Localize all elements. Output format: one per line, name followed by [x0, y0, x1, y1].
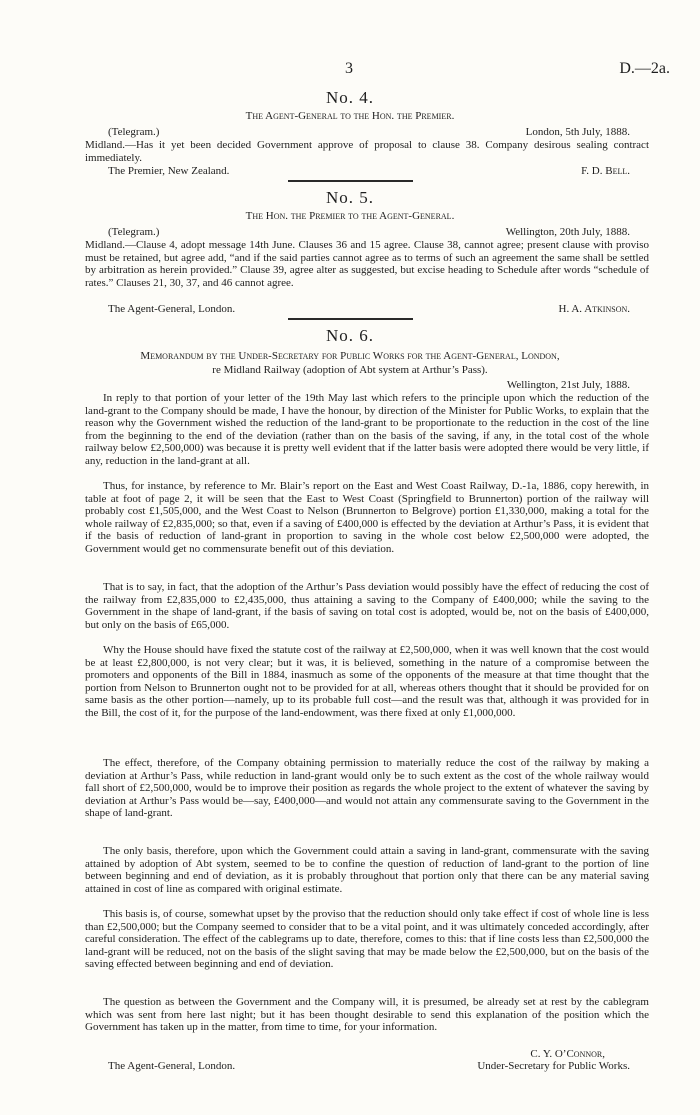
addressee-no6: The Agent-General, London.: [108, 1060, 236, 1072]
addressee-no5: The Agent-General, London.: [108, 303, 236, 315]
telegram-label-no4: (Telegram.): [108, 126, 160, 138]
telegram-label-no5: (Telegram.): [108, 226, 160, 238]
memo-paragraph: Why the House should have fixed the statute cost of the railway at £2,500,000, when it was well known that the cost would be at least £2,800,000, is not very clear; but it was, it is believed, something in the nature of a compromise between the promoters and opponents of the Bill in 1884, inasmuch as some of the opponents of the measure at that time thought that the portion from Nelson to Brunnerton ought not to be provided for at all, whereas others thought that it should be provided for on same basis as the other portion—namely, up to its probable full cost—and the result was that, although it was provided for in the Bill, the cost of it, for the purpose of the land-endowment, was there fixed at only £1,000,000.: [85, 644, 649, 719]
memo-paragraph: That is to say, in fact, that the adoption of the Arthur’s Pass deviation would possibly have the effect of reducing the cost of the railway from £2,835,000 to £2,435,000, thus attaining a saving to the Company of £400,000; while the saving to the Government in the shape of land-grant, if the basis of saving on total cost is adopted, would be, not on the basis of £400,000, but only on the basis of £65,000.: [85, 581, 649, 631]
memo-paragraph: The only basis, therefore, upon which the Government could attain a saving in land-grant, commensurate with the saving attained by adoption of Abt system, seemed to be to confine the question of reduction of land-grant to the portion of line between beginning and end of deviation, as it is probably throughout that portion only that there can be any material saving attained in cost of line as compared with original estimate.: [85, 845, 649, 895]
memo-paragraph: The effect, therefore, of the Company obtaining permission to materially reduce the cost of the railway by making a deviation at Arthur’s Pass, while reduction in land-grant would only be to such extent as the cost of the whole railway would fall short of £2,500,000, would be to improve their position as regards the whole project to the extent of whatever the saving by deviation at Arthur’s Pass would be—say, £400,000—and would not attain any commensurate saving to the Government in the shape of land-grant.: [85, 757, 649, 819]
signature-no4: F. D. Bell.: [581, 165, 630, 177]
memo-paragraph: The question as between the Government and the Company will, it is presumed, be already set at rest by the cablegram which was sent from here last night; but it has been thought desirable to send this explanation of the position which the Government has taken up in the matter, from time to time, for your information.: [85, 996, 649, 1033]
signature-title-no6: Under-Secretary for Public Works.: [477, 1060, 630, 1072]
section-title-no5: No. 5.: [325, 188, 375, 207]
section-title-no6: No. 6.: [325, 326, 375, 345]
section-title-no4: No. 4.: [325, 88, 375, 107]
signature-name-no6: C. Y. O’Connor,: [530, 1048, 605, 1060]
section-divider: [288, 318, 413, 320]
date-no5: Wellington, 20th July, 1888.: [505, 226, 630, 238]
body-no5: Midland.—Clause 4, adopt message 14th June. Clauses 36 and 15 agree. Clause 38, cannot agree; present clause with proviso must be retained, but agree add, “and if the said parties cannot agree as to terms of such an agreement the same shall be settled by arbitration as herein provided.” Clause 39, agree alter as suggested, but excise heading to Schedule after words “schedule of rates.” Clauses 21, 30, 37, and 46 cannot agree.: [85, 239, 649, 289]
section-subtitle-no5: The Hon. the Premier to the Agent-General.: [245, 210, 455, 222]
memo-paragraph: In reply to that portion of your letter of the 19th May last which refers to the principle upon which the reduction of the land-grant to the Company should be made, I have the honour, by direction of the Minister for Public Works, to explain that the reason why the Government wished the reduction of the land-grant to be proportionate to the reduction in the cost of the line from the beginning to the end of the deviation (rather than on the basis of the saving, if any, in the total cost of the whole railway below £2,500,000) was because it is pretty well evident that if the latter basis were adopted there would be very little, if any, reduction in the land-grant at all.: [85, 392, 649, 467]
date-no6: Wellington, 21st July, 1888.: [506, 379, 630, 391]
section-subtitle-no4: The Agent-General to the Hon. the Premier.: [245, 110, 455, 122]
page-number: 3: [345, 60, 353, 77]
body-no4: Midland.—Has it yet been decided Government approve of proposal to clause 38. Company desirous sealing contract immediately.: [85, 139, 649, 164]
date-no4: London, 5th July, 1888.: [525, 126, 630, 138]
section-divider: [288, 180, 413, 182]
section-subtitle-no6-line1: Memorandum by the Under-Secretary for Public Works for the Agent-General, London,: [140, 350, 560, 362]
memo-paragraph: This basis is, of course, somewhat upset by the proviso that the reduction should only take effect if cost of whole line is less than £2,500,000; but the Company seemed to consider that to be a vital point, and it was ultimately conceded accordingly, after careful consideration. The effect of the cablegrams up to date, therefore, comes to this: that if line costs less than £2,500,000 the land-grant will be reduced, not on the basis of the slight saving that may be made below the £2,500,000, but on the basis of the saving effected between beginning and end of deviation.: [85, 908, 649, 970]
signature-no5: H. A. Atkinson.: [558, 303, 630, 315]
addressee-no4: The Premier, New Zealand.: [108, 165, 230, 177]
document-reference: D.—2a.: [619, 60, 670, 77]
memo-paragraph: Thus, for instance, by reference to Mr. Blair’s report on the East and West Coast Railway, D.-1a, 1886, copy herewith, in table at foot of page 2, it will be seen that the East to West Coast (Springfield to Brunnerton) portion of the railway will probably cost £1,505,000, and the West Coast to Nelson (Brunnerton to Belgrove) portion £1,330,000, making a total for the whole railway of £2,835,000; so that, even if a saving of £400,000 is effected by the deviation at Arthur’s Pass, it is evident that if the basis of reduction of land-grant in proportion to saving in the whole cost below £2,500,000 were adopted, the Government would get no commensurate benefit out of this deviation.: [85, 480, 649, 555]
section-subtitle-no6-line2: re Midland Railway (adoption of Abt system at Arthur’s Pass).: [212, 364, 488, 376]
